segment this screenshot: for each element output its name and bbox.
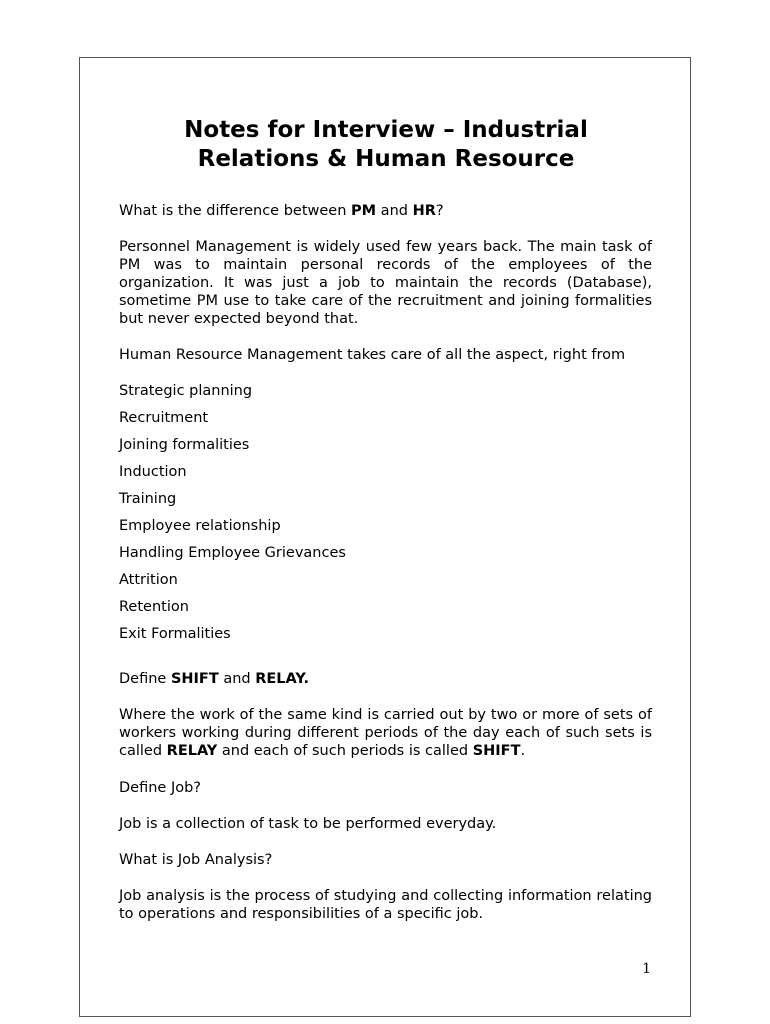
p3-text-mid: and each of such periods is called	[217, 743, 473, 759]
list-item: Exit Formalities	[119, 626, 231, 642]
q1-bold-hr: HR	[412, 203, 436, 219]
q2-bold-shift: SHIFT	[170, 671, 219, 687]
q1-text: What is the difference between	[119, 203, 352, 219]
q1-text-mid: and	[376, 203, 413, 219]
question-pm-hr	[119, 202, 652, 220]
list-item: Employee relationship	[119, 518, 281, 534]
paragraph-hrm-intro: Human Resource Management takes care of all the aspect, right from	[119, 347, 626, 363]
page-title	[80, 116, 692, 174]
p3-text-end: .	[520, 743, 526, 759]
q2-text: Define	[119, 671, 171, 687]
p3-text: Where the work of the same kind is carried out by two or more of sets of workers working during different periods of the day each of such sets is called	[119, 707, 652, 759]
q1-text-end: ?	[435, 203, 444, 219]
question-job-analysis: What is Job Analysis?	[119, 852, 273, 868]
list-item: Induction	[119, 464, 187, 480]
list-item: Handling Employee Grievances	[119, 545, 346, 561]
q2-text-mid: and	[218, 671, 256, 687]
list-item: Strategic planning	[119, 383, 253, 399]
hr-aspects-list	[119, 382, 652, 652]
list-item: Retention	[119, 599, 189, 615]
list-item: Training	[119, 491, 177, 507]
q2-bold-relay: RELAY.	[255, 671, 309, 687]
title-line-2: Relations & Human Resource	[197, 146, 575, 172]
p3-bold-relay: RELAY	[166, 743, 218, 759]
question-shift-relay	[119, 670, 652, 688]
paragraph-shift-relay	[119, 706, 652, 760]
q1-bold-pm: PM	[351, 203, 377, 219]
list-item: Joining formalities	[119, 437, 250, 453]
paragraph-job: Job is a collection of task to be performed everyday.	[119, 816, 497, 832]
paragraph-job-analysis: Job analysis is the process of studying and collecting information relating to operations and responsibilities of a specific job.	[119, 888, 652, 922]
document-page	[79, 57, 691, 1017]
page-number: 1	[642, 961, 651, 977]
p3-bold-shift: SHIFT	[472, 743, 521, 759]
title-line-1: Notes for Interview – Industrial	[184, 117, 588, 143]
question-define-job: Define Job?	[119, 780, 201, 796]
list-item: Attrition	[119, 572, 178, 588]
paragraph-personnel-management: Personnel Management is widely used few years back. The main task of PM was to maintain personal records of the employees of the organization. It was just a job to maintain the records (Database), sometime PM use to take care of the recruitment and joining formalities but never expected beyond that.	[119, 239, 652, 327]
list-item: Recruitment	[119, 410, 209, 426]
